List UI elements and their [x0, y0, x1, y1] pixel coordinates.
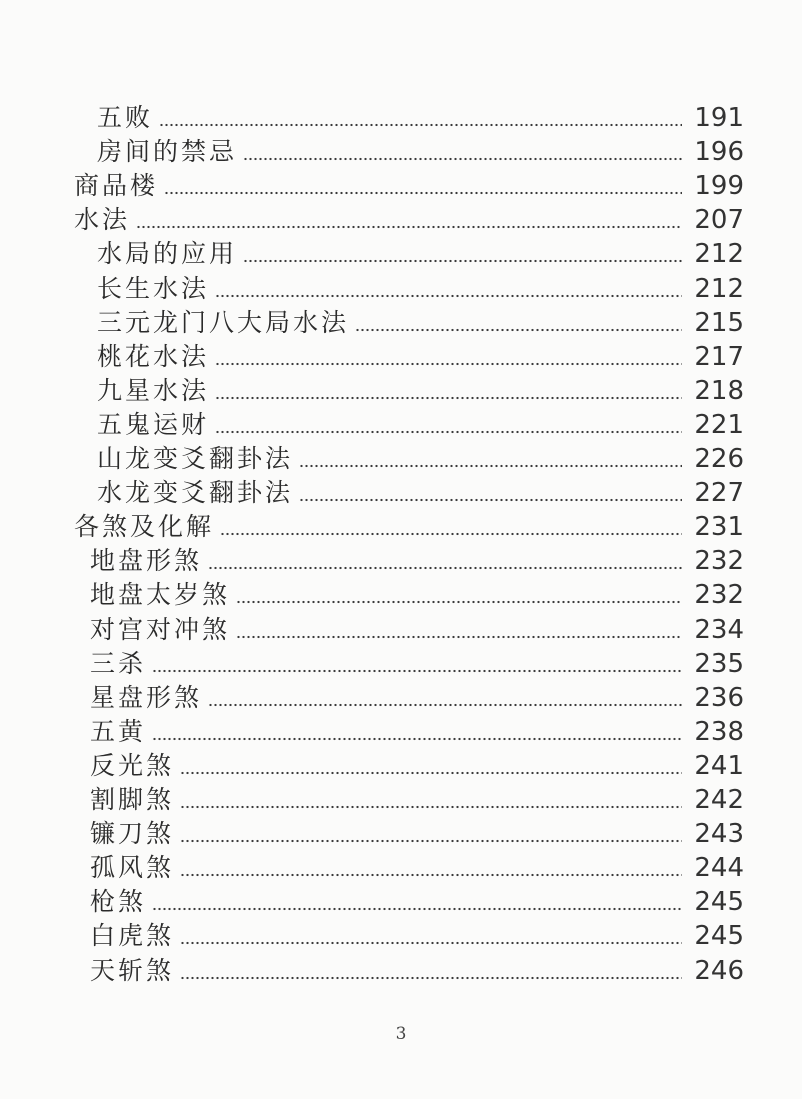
toc-entry-title: 白虎煞 [90, 921, 175, 951]
toc-entry [90, 580, 744, 610]
toc-entry [97, 410, 744, 440]
toc-entry [90, 853, 744, 883]
dot-leader [215, 429, 682, 435]
dot-leader [180, 770, 682, 776]
toc-entry-page-number: 232 [694, 546, 744, 577]
dot-leader [180, 804, 682, 810]
toc-entry-title: 山龙变爻翻卦法 [97, 444, 294, 473]
toc-entry-title: 桃花水法 [97, 341, 210, 371]
toc-entry-page-number: 215 [694, 307, 744, 338]
toc-entry-page-number: 218 [694, 375, 744, 406]
dot-leader [236, 634, 682, 640]
toc-entry [90, 785, 744, 815]
toc-entry-page-number: 245 [694, 921, 744, 952]
toc-entry-title: 水龙变爻翻卦法 [97, 478, 294, 508]
toc-entry [97, 342, 744, 372]
toc-entry [74, 171, 744, 201]
dot-leader [236, 599, 682, 605]
toc-entry-page-number: 226 [694, 444, 744, 474]
toc-entry [90, 683, 744, 713]
toc-entry-title: 水法 [74, 205, 131, 235]
toc-entry-page-number: 212 [694, 273, 744, 304]
toc-entry [90, 546, 744, 576]
toc-entry-page-number: 242 [694, 785, 744, 815]
dot-leader [299, 497, 682, 503]
toc-entry-page-number: 241 [694, 750, 744, 781]
dot-leader [152, 736, 682, 742]
dot-leader [243, 156, 682, 162]
toc-entry-title: 五败 [97, 103, 154, 132]
toc-entry-title: 长生水法 [97, 273, 210, 303]
toc-entry-page-number: 232 [694, 580, 744, 611]
toc-entry [97, 274, 744, 304]
dot-leader [208, 702, 682, 708]
dot-leader [180, 838, 682, 844]
toc-entry-title: 反光煞 [90, 750, 175, 780]
toc-entry-title: 对宫对冲煞 [90, 614, 231, 644]
dot-leader [164, 190, 682, 196]
dot-leader [215, 361, 682, 367]
toc-entry-title: 孤风煞 [90, 853, 175, 883]
dot-leader [159, 122, 682, 128]
dot-leader [152, 668, 682, 674]
toc-entry-title: 地盘形煞 [90, 546, 203, 576]
dot-leader [215, 395, 682, 401]
toc-entry-title: 天斩煞 [90, 955, 175, 985]
dot-leader [243, 258, 682, 264]
toc-entry-page-number: 246 [694, 955, 744, 986]
toc-entry [90, 751, 744, 781]
toc-entry [97, 444, 744, 474]
toc-entry-page-number: 212 [694, 239, 744, 270]
toc-entry-title: 割脚煞 [90, 785, 175, 814]
toc-entry-title: 枪煞 [90, 887, 147, 917]
toc-entry [90, 649, 744, 679]
toc-entry-page-number: 243 [694, 819, 744, 850]
toc-entry [97, 478, 744, 508]
toc-entry-page-number: 236 [694, 682, 744, 713]
toc-entry-page-number: 191 [694, 103, 744, 133]
toc-entry-title: 九星水法 [97, 375, 210, 405]
toc-entry-page-number: 196 [694, 137, 744, 168]
toc-entry-page-number: 207 [694, 205, 744, 236]
toc-entry [90, 615, 744, 645]
dot-leader [208, 565, 682, 571]
toc-entry [90, 921, 744, 951]
dot-leader [136, 224, 682, 230]
toc-entry-page-number: 231 [694, 512, 744, 543]
toc-entry-page-number: 244 [694, 853, 744, 884]
toc-entry [90, 887, 744, 917]
dot-leader [152, 906, 682, 912]
toc-entry-page-number: 235 [694, 648, 744, 679]
toc-entry-title: 水局的应用 [97, 239, 238, 269]
toc-entry [90, 956, 744, 986]
toc-entry-page-number: 199 [694, 171, 744, 202]
toc-entry-title: 三杀 [90, 648, 147, 678]
toc-entry [90, 819, 744, 849]
toc-entry-page-number: 217 [694, 341, 744, 372]
dot-leader [299, 463, 682, 469]
toc-entry-title: 镰刀煞 [90, 819, 175, 849]
toc-entry-page-number: 234 [694, 614, 744, 645]
dot-leader [180, 872, 682, 878]
toc-entry [74, 205, 744, 235]
dot-leader [215, 293, 682, 299]
toc-entry [97, 137, 744, 167]
dot-leader [355, 327, 682, 333]
toc-entry-title: 房间的禁忌 [97, 137, 238, 167]
toc-entry-page-number: 245 [694, 887, 744, 918]
toc-entry [97, 376, 744, 406]
dot-leader [220, 531, 682, 537]
toc-entry-title: 商品楼 [74, 171, 159, 201]
toc-entry-title: 地盘太岁煞 [90, 580, 231, 610]
dot-leader [180, 940, 682, 946]
toc-entry-page-number: 238 [694, 716, 744, 747]
toc-entry-title: 三元龙门八大局水法 [97, 307, 350, 337]
toc-entry [97, 239, 744, 269]
toc-entry [74, 512, 744, 542]
toc-entry-page-number: 227 [694, 478, 744, 509]
page-number: 3 [395, 1024, 407, 1044]
toc-entry-title: 五鬼运财 [97, 409, 210, 439]
toc-entry-title: 星盘形煞 [90, 682, 203, 712]
toc-entry [90, 717, 744, 747]
toc-entry-title: 五黄 [90, 716, 147, 746]
toc-entry-page-number: 221 [694, 409, 744, 440]
toc-entry-title: 各煞及化解 [74, 512, 215, 542]
dot-leader [180, 975, 682, 981]
toc-entry [97, 103, 744, 133]
toc-entry [97, 308, 744, 338]
